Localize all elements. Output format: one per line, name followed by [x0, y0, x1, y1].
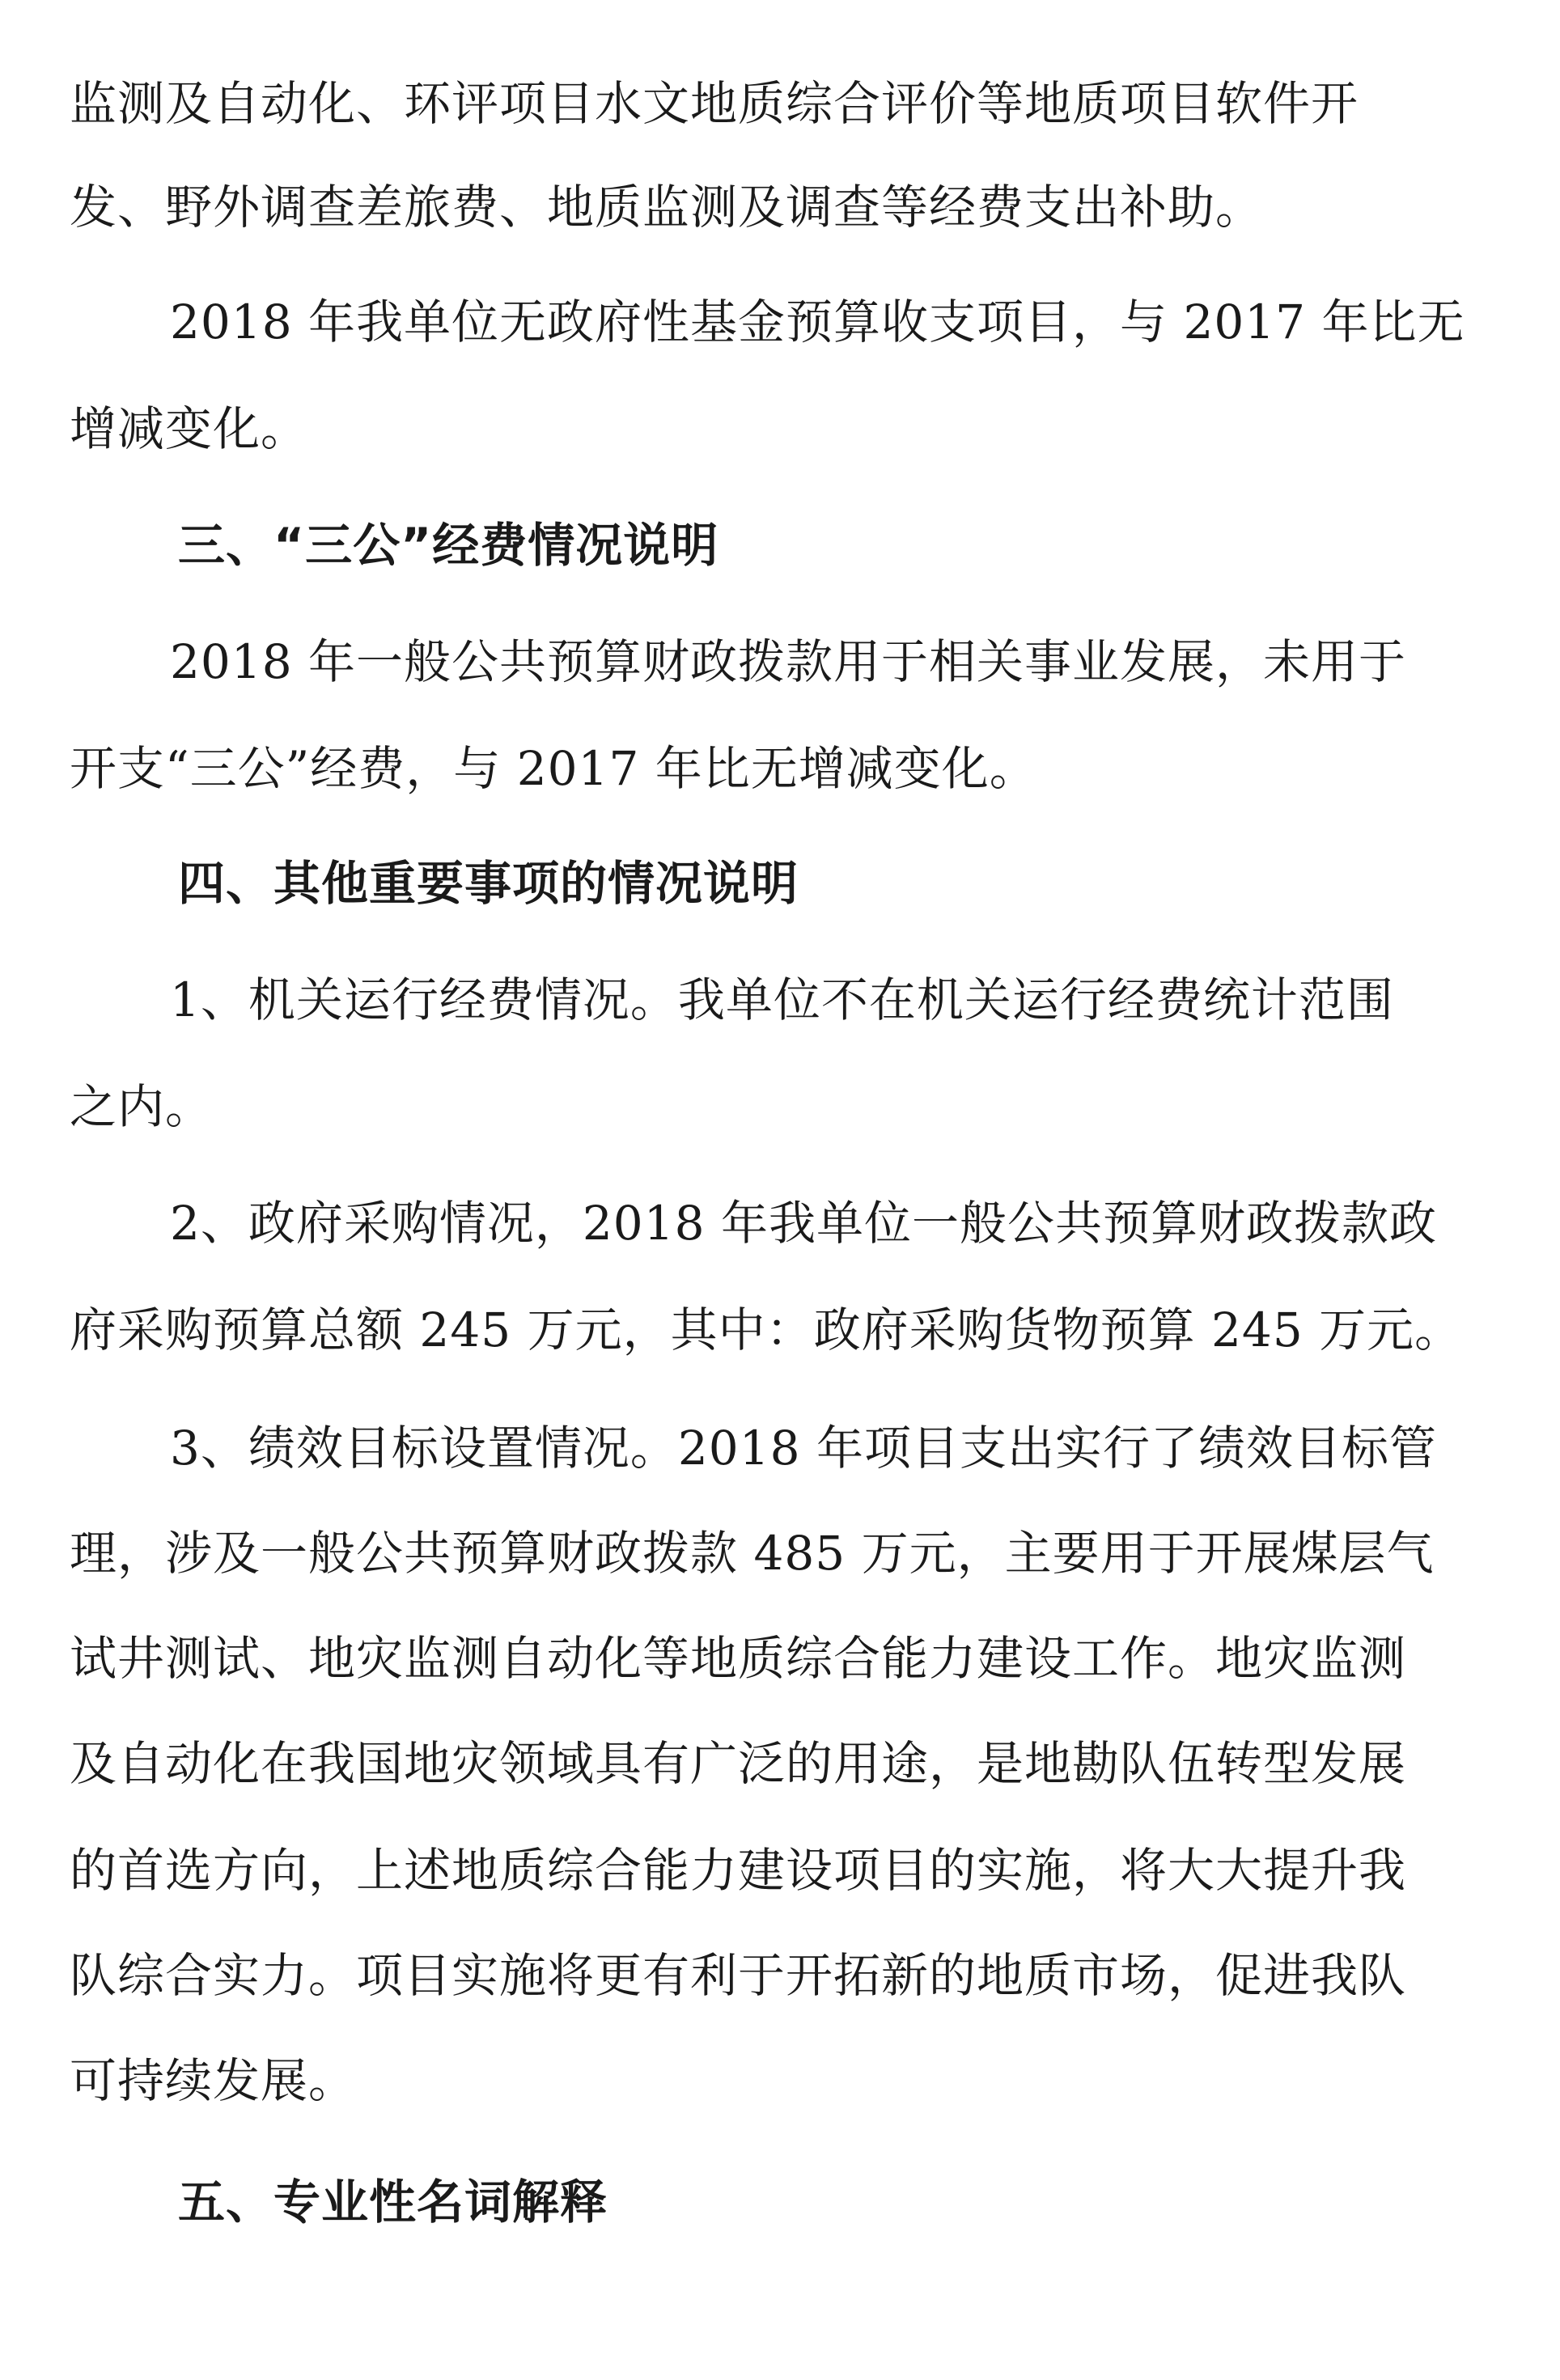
paragraph-line: 1、机关运行经费情况。我单位不在机关运行经费统计范围 — [170, 972, 1394, 1027]
paragraph-line: 监测及自动化、环评项目水文地质综合评价等地质项目软件开 — [70, 76, 1359, 131]
paragraph-line: 3、绩效目标设置情况。2018 年项目支出实行了绩效目标管 — [170, 1421, 1437, 1476]
paragraph-line: 2、政府采购情况，2018 年我单位一般公共预算财政拨款政 — [170, 1196, 1437, 1251]
section-heading-5: 五、专业性名词解释 — [178, 2175, 608, 2230]
section-heading-3: 三、“三公”经费情况说明 — [178, 518, 719, 573]
paragraph-line: 增减变化。 — [70, 401, 309, 456]
paragraph-line: 之内。 — [70, 1079, 214, 1134]
section-heading-4: 四、其他重要事项的情况说明 — [178, 856, 799, 911]
paragraph-line: 府采购预算总额 245 万元，其中：政府采购货物预算 245 万元。 — [70, 1302, 1463, 1357]
paragraph-line: 2018 年我单位无政府性基金预算收支项目，与 2017 年比无 — [170, 294, 1465, 349]
paragraph-line: 开支“三公”经费，与 2017 年比无增减变化。 — [70, 741, 1037, 796]
paragraph-line: 队综合实力。项目实施将更有利于开拓新的地质市场，促进我队 — [70, 1948, 1407, 2003]
paragraph-line: 的首选方向，上述地质综合能力建设项目的实施，将大大提升我 — [70, 1843, 1407, 1898]
paragraph-line: 及自动化在我国地灾领域具有广泛的用途，是地勘队伍转型发展 — [70, 1736, 1407, 1791]
paragraph-line: 理，涉及一般公共预算财政拨款 485 万元，主要用于开展煤层气 — [70, 1526, 1435, 1581]
paragraph-line: 发、野外调查差旅费、地质监测及调查等经费支出补助。 — [70, 180, 1264, 235]
paragraph-line: 试井测试、地灾监测自动化等地质综合能力建设工作。地灾监测 — [70, 1631, 1407, 1686]
paragraph-line: 2018 年一般公共预算财政拨款用于相关事业发展，未用于 — [170, 634, 1407, 689]
paragraph-line: 可持续发展。 — [70, 2053, 357, 2108]
